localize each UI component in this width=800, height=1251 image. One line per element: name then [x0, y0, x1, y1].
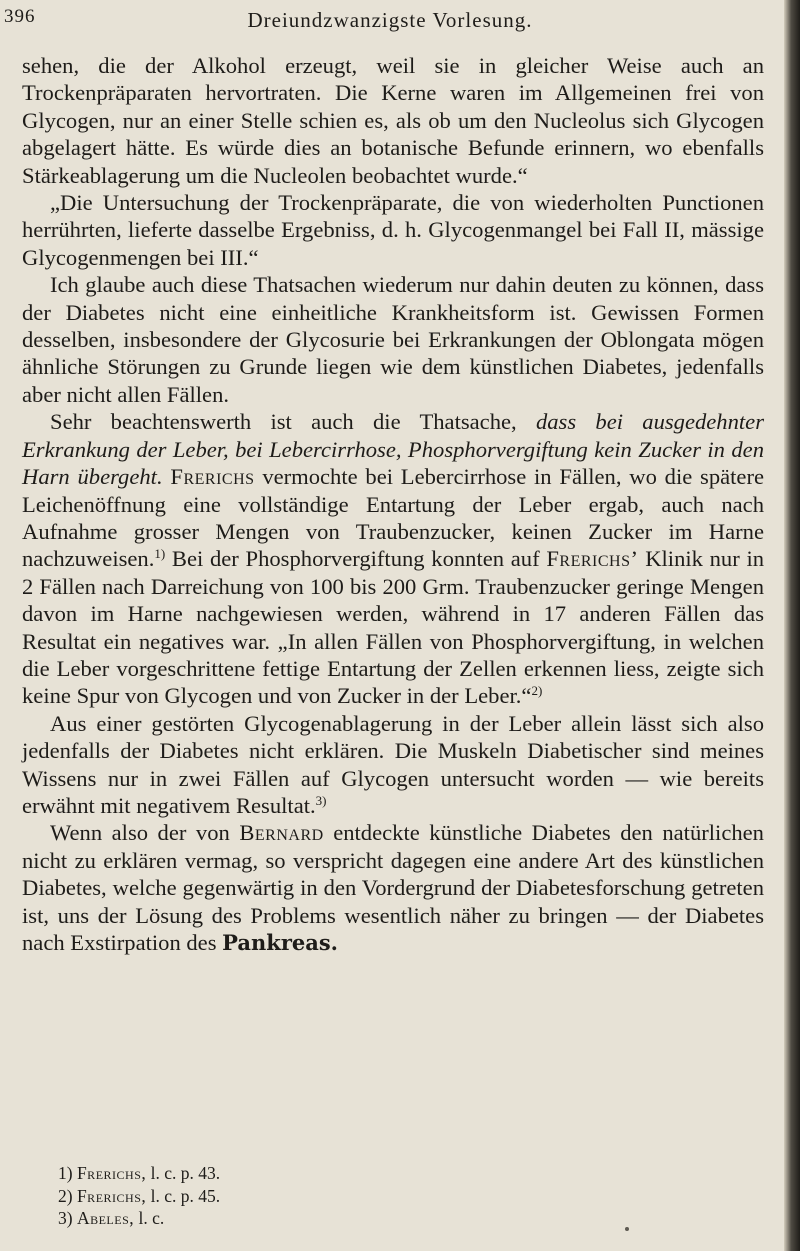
running-title: Dreiundzwanzigste Vorlesung. [247, 8, 533, 32]
paragraph-4-text-c: Bei der Phosphorvergiftung konnten auf [171, 546, 540, 572]
paragraph-6 [22, 819, 764, 956]
footnote-ref-2: 2) [531, 683, 543, 699]
paragraph-4-emphasis: dass bei ausgedehnter Erkrankung der Leber, bei Lebercirrhose, Phosphorvergiftung kein Zucker in den Harn übergeht. [22, 409, 764, 490]
ink-speck [625, 1227, 629, 1231]
footnote-author: Frerichs, [76, 1163, 147, 1183]
page-number: 396 [4, 6, 36, 27]
paragraph-4-text-b: vermochte bei Lebercirrhose in Fällen, wo die spätere Leichenöffnung eine vollständige Entartung der Leber ergab, auch nach Aufnahme grosser Mengen von Traubenzucker, keinen Zucker im Harne nachzuweisen. [22, 464, 765, 572]
paragraph-4-text-d: Klinik nur in 2 Fällen nach Darreichung von 100 bis 200 Grm. Traubenzucker geringe Mengen davon im Harne nachgewiesen werden, während in 17 anderen Fällen das Resultat ein negatives war. „In allen Fällen von Phosphorvergiftung, in welchen die Leber vorgeschrittene fettige Entartung der Zellen erkennen liess, zeigte sich keine Spur von Glycogen und von Zucker in der Leber.“ [22, 546, 765, 709]
term-pankreas: Pankreas. [222, 930, 338, 955]
paragraph-3: Ich glaube auch diese Thatsachen wiederum nur dahin deuten zu können, dass der Diabetes nicht eine einheitliche Krankheitsform ist. Gewissen Formen desselben, insbesondere der Glycosurie bei Erkrankungen der Oblongata mögen ähnliche Störungen zu Grunde liegen wie dem künstlichen Diabetes, jedenfalls aber nicht allen Fällen. [22, 272, 764, 407]
footnote-reference: l. c. p. 43. [150, 1163, 221, 1183]
author-name-bernard: Bernard [239, 820, 324, 846]
footnote-ref-1: 1) [154, 546, 166, 562]
footnote-author: Frerichs, [76, 1185, 147, 1206]
paragraph-5 [22, 710, 764, 820]
paragraph-2: „Die Untersuchung der Trockenpräparate, die von wiederholten Punctionen herrührten, lieferte dasselbe Ergebniss, d. h. Glycogenmangel bei Fall II, mässige Glycogenmengen bei III.“ [22, 190, 764, 270]
paragraph-6-text-b: entdeckte künstliche Diabetes den natürlichen nicht zu erklären vermag, so verspricht dagegen eine andere Art des künstlichen Diabetes, welche gegenwärtig in den Vordergrund der Diabetesforschung getreten ist, uns der Lösung des Problems wesentlich näher zu bringen — der Diabetes nach Exstirpation des [22, 820, 764, 955]
footnote-1 [58, 1162, 658, 1185]
paragraph-6-text-a: Wenn also der von [50, 820, 230, 846]
footnotes [58, 1162, 658, 1230]
footnote-number: 3) [58, 1208, 73, 1229]
footnote-number: 1) [58, 1163, 73, 1183]
paragraph-5-text: Aus einer gestörten Glycogenablagerung in der Leber allein lässt sich also jedenfalls der Diabetes nicht erklären. Die Muskeln Diabetischer sind meines Wissens nur in zwei Fällen auf Glycogen untersucht worden — wie bereits erwähnt mit negativem Resultat. [22, 710, 764, 818]
body-text [22, 52, 764, 956]
footnote-2 [58, 1185, 658, 1208]
book-binding-edge [784, 0, 800, 1251]
footnote-number: 2) [58, 1185, 73, 1206]
footnote-3 [58, 1207, 658, 1230]
footnote-reference: l. c. [138, 1208, 165, 1229]
footnote-ref-3: 3) [315, 792, 327, 808]
author-name-frerichs: Frerichs [170, 464, 255, 490]
paragraph-4-text-a: Sehr beachtenswerth ist auch die Thatsache, [50, 409, 517, 435]
footnote-reference: l. c. p. 45. [150, 1185, 221, 1206]
footnote-author: Abeles, [76, 1208, 135, 1229]
running-head [0, 4, 780, 38]
paragraph-1: sehen, die der Alkohol erzeugt, weil sie in gleicher Weise auch an Trockenpräparaten hervortraten. Die Kerne waren im Allgemeinen frei von Glycogen, nur an einer Stelle schien es, als ob um den Nucleolus sich Glycogen abgelagert hätte. Es würde dies an botanische Befunde erinnern, wo ebenfalls Stärkeablagerung um die Nucleolen beobachtet wurde.“ [22, 53, 764, 188]
author-name-frerichs-possessive: Frerichs’ [546, 546, 639, 572]
paragraph-4 [22, 408, 764, 709]
